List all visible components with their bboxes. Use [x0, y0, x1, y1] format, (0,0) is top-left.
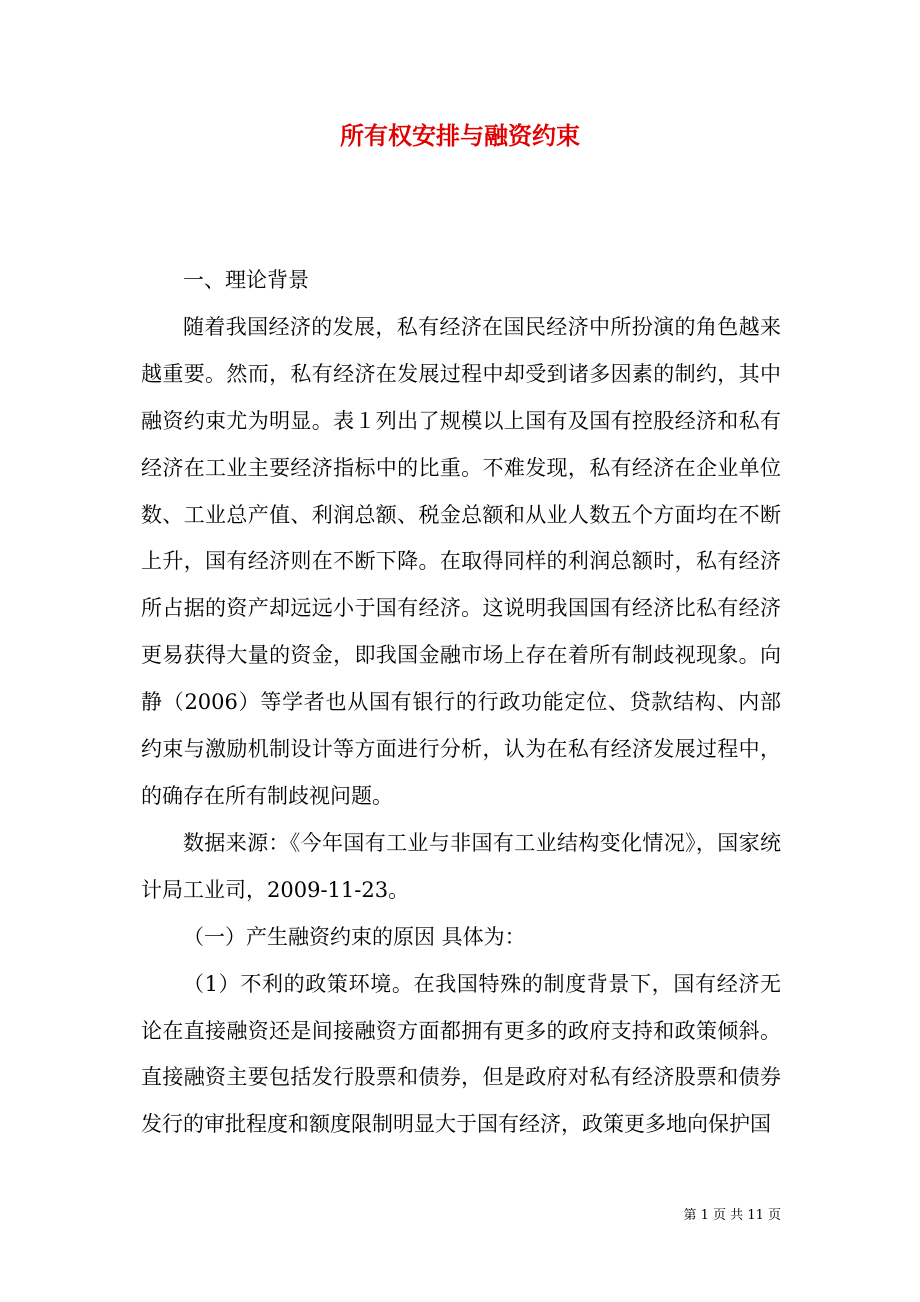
document-title: 所有权安排与融资约束: [340, 121, 580, 150]
section-heading: 一、理论背景: [183, 268, 309, 292]
document-body: [141, 257, 781, 1148]
subsection-heading: （一）产生融资约束的原因 具体为：: [183, 924, 526, 949]
paragraph-background: 随着我国经济的发展，私有经济在国民经济中所扮演的角色越来越重要。然而，私有经济在发展过程中却受到诸多因素的制约，其中融资约束尤为明显。表１列出了规模以上国有及国有控股经济和私有经济在工业主要经济指标中的比重。不难发现，私有经济在企业单位数、工业总产值、利润总额、税金总额和从业人数五个方面均在不断上升，国有经济则在不断下降。在取得同样的利润总额时，私有经济所占据的资产却远远小于国有经济。这说明我国国有经济比私有经济更易获得大量的资金，即我国金融市场上存在着所有制歧视现象。向静（2006）等学者也从国有银行的行政功能定位、贷款结构、内部约束与激励机制设计等方面进行分析，认为在私有经济发展过程中，的确存在所有制歧视问题。: [141, 314, 781, 808]
paragraph-policy-environment: （1）不利的政策环境。在我国特殊的制度背景下，国有经济无论在直接融资还是间接融资方面都拥有更多的政府支持和政策倾斜。直接融资主要包括发行股票和债券，但是政府对私有经济股票和债券发行的审批程度和额度限制明显大于国有经济，政策更多地向保护国: [141, 971, 781, 1137]
data-source-note: 数据来源：《今年国有工业与非国有工业结构变化情况》，国家统计局工业司，2009-11-23。: [141, 830, 781, 902]
page-number-footer: 第 1 页 共 11 页: [683, 1208, 781, 1223]
